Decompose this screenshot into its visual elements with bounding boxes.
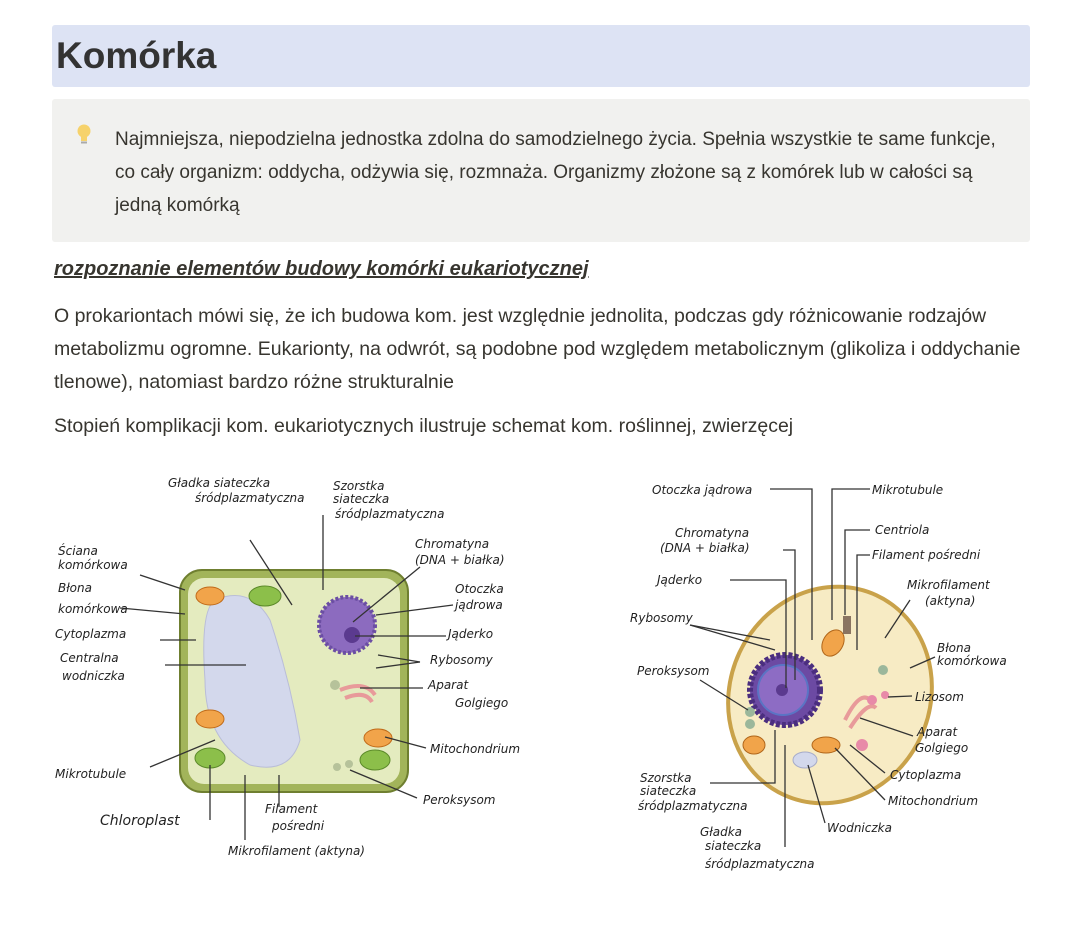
plant-label-microtubules: Mikrotubule xyxy=(55,767,127,781)
plant-label-cytoplasm: Cytoplazma xyxy=(55,627,127,641)
plant-label-nuclear-envelope: jądrowa xyxy=(455,598,503,612)
paragraph: Stopień komplikacji kom. eukariotycznych ilustruje schemat kom. roślinnej, zwierzęcej xyxy=(54,415,794,437)
plant-label-smooth-er: śródplazmatyczna xyxy=(195,491,305,505)
animal-label-nuclear-envelope: Otoczka jądrowa xyxy=(652,483,753,497)
animal-label-golgi: Golgiego xyxy=(915,741,969,755)
plant-label-nucleolus: Jąderko xyxy=(448,627,494,641)
paragraph: O prokariontach mówi się, że ich budowa kom. jest względnie jednolita, podczas gdy różnicowanie rodzajów metabolizmu ogromne. Eukarionty, na odwrót, są podobne pod względem metabolicznym (glikoliza i oddychanie tlenowe), natomiast bardzo różne strukturalnie xyxy=(54,305,1021,393)
animal-label-smooth-er: siateczka xyxy=(705,839,762,853)
plant-label-rough-er: Szorstka xyxy=(333,479,385,493)
section-heading: rozpoznanie elementów budowy komórki eukariotycznej xyxy=(54,258,589,280)
animal-label-cytoplasm: Cytoplazma xyxy=(890,768,962,782)
animal-label-chromatin: Chromatyna xyxy=(675,526,750,540)
plant-label-microfilament: Mikrofilament (aktyna) xyxy=(228,844,365,858)
plant-cell-diagram xyxy=(55,476,520,858)
animal-label-chromatin: (DNA + białka) xyxy=(660,541,750,555)
plant-label-rough-er: śródplazmatyczna xyxy=(335,507,445,521)
plant-label-vacuole: Centralna xyxy=(60,651,119,665)
animal-label-nucleolus: Jąderko xyxy=(657,573,703,587)
animal-label-membrane: komórkowa xyxy=(937,654,1007,668)
plant-label-cell-wall: komórkowa xyxy=(58,558,128,572)
animal-label-rough-er: śródplazmatyczna xyxy=(638,799,748,813)
plant-label-golgi: Golgiego xyxy=(455,696,509,710)
plant-label-chloroplast: Chloroplast xyxy=(100,813,180,829)
animal-label-smooth-er: śródplazmatyczna xyxy=(705,857,815,871)
animal-cell-diagram xyxy=(630,483,1007,871)
animal-label-rough-er: siateczka xyxy=(640,784,697,798)
plant-label-membrane: komórkowa xyxy=(58,602,128,616)
plant-label-chromatin: Chromatyna xyxy=(415,537,490,551)
plant-label-membrane: Błona xyxy=(58,581,92,595)
animal-label-rough-er: Szorstka xyxy=(640,771,692,785)
plant-label-golgi: Aparat xyxy=(428,678,469,692)
plant-label-vacuole: wodniczka xyxy=(62,669,125,683)
callout-text: Najmniejsza, niepodzielna jednostka zdolna do samodzielnego życia. Spełnia wszystkie te same funkcje, co cały organizm: oddycha, odżywia się, rozmnaża. Organizmy złożone są z komórek lub w całości są jedną komórką xyxy=(115,129,996,216)
animal-label-peroxisome: Peroksysom xyxy=(637,664,710,678)
animal-label-centriole: Centriola xyxy=(875,523,930,537)
animal-label-smooth-er: Gładka xyxy=(700,825,743,839)
animal-label-ribosomes: Rybosomy xyxy=(630,611,693,625)
plant-label-cell-wall: Ściana xyxy=(58,544,98,558)
animal-label-vacuole: Wodniczka xyxy=(827,821,892,835)
animal-label-intermediate-filament: Filament pośredni xyxy=(872,548,981,562)
plant-label-intermediate-filament: pośredni xyxy=(272,819,325,833)
animal-label-membrane: Błona xyxy=(937,641,971,655)
plant-label-intermediate-filament: Filament xyxy=(265,802,318,816)
plant-label-chromatin: (DNA + białka) xyxy=(415,553,505,567)
plant-label-mitochondrion: Mitochondrium xyxy=(430,742,521,756)
animal-label-microfilament: Mikrofilament xyxy=(907,578,990,592)
plant-label-ribosomes: Rybosomy xyxy=(430,653,493,667)
plant-label-rough-er: siateczka xyxy=(333,492,390,506)
page-title: Komórka xyxy=(56,35,217,76)
animal-label-lysosome: Lizosom xyxy=(915,690,964,704)
animal-label-microtubules: Mikrotubule xyxy=(872,483,944,497)
plant-label-nuclear-envelope: Otoczka xyxy=(455,582,504,596)
plant-label-smooth-er: Gładka siateczka xyxy=(168,476,271,490)
animal-label-golgi: Aparat xyxy=(917,725,958,739)
plant-label-peroxisome: Peroksysom xyxy=(423,793,496,807)
animal-label-microfilament: (aktyna) xyxy=(925,594,976,608)
animal-label-mitochondrion: Mitochondrium xyxy=(888,794,979,808)
